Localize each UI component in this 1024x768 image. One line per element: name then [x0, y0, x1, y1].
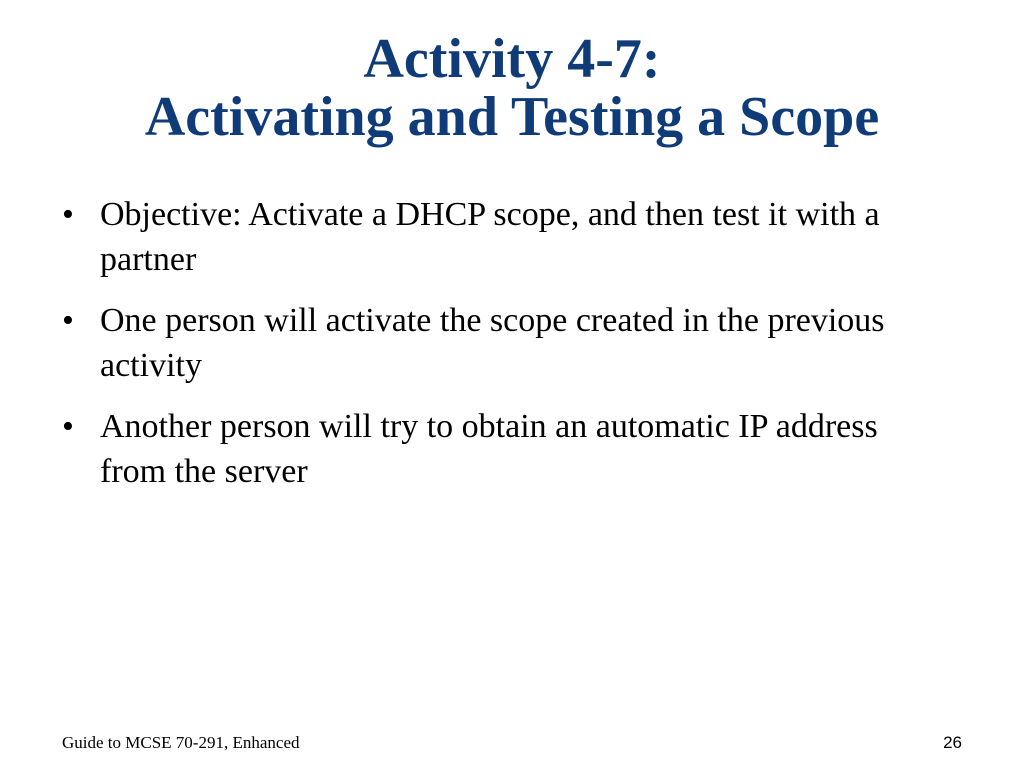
slide-title [0, 30, 1024, 146]
bullet-list [60, 192, 940, 510]
bullet-item [60, 192, 940, 282]
page-number: 26 [943, 733, 962, 752]
slide-title-line-1: Activity 4-7: [363, 28, 661, 90]
bullet-text: Another person will try to obtain an automatic IP address from the server [100, 408, 878, 490]
bullet-item [60, 298, 940, 388]
bullet-text: One person will activate the scope created in the previous activity [100, 302, 885, 384]
bullet-text: Objective: Activate a DHCP scope, and then test it with a partner [100, 196, 880, 278]
footer-text: Guide to MCSE 70-291, Enhanced [62, 733, 300, 752]
bullet-dot-icon: • [62, 408, 74, 445]
bullet-item [60, 404, 940, 494]
bullet-dot-icon: • [62, 196, 74, 233]
slide-title-line-2: Activating and Testing a Scope [144, 86, 880, 148]
bullet-dot-icon: • [62, 302, 74, 339]
